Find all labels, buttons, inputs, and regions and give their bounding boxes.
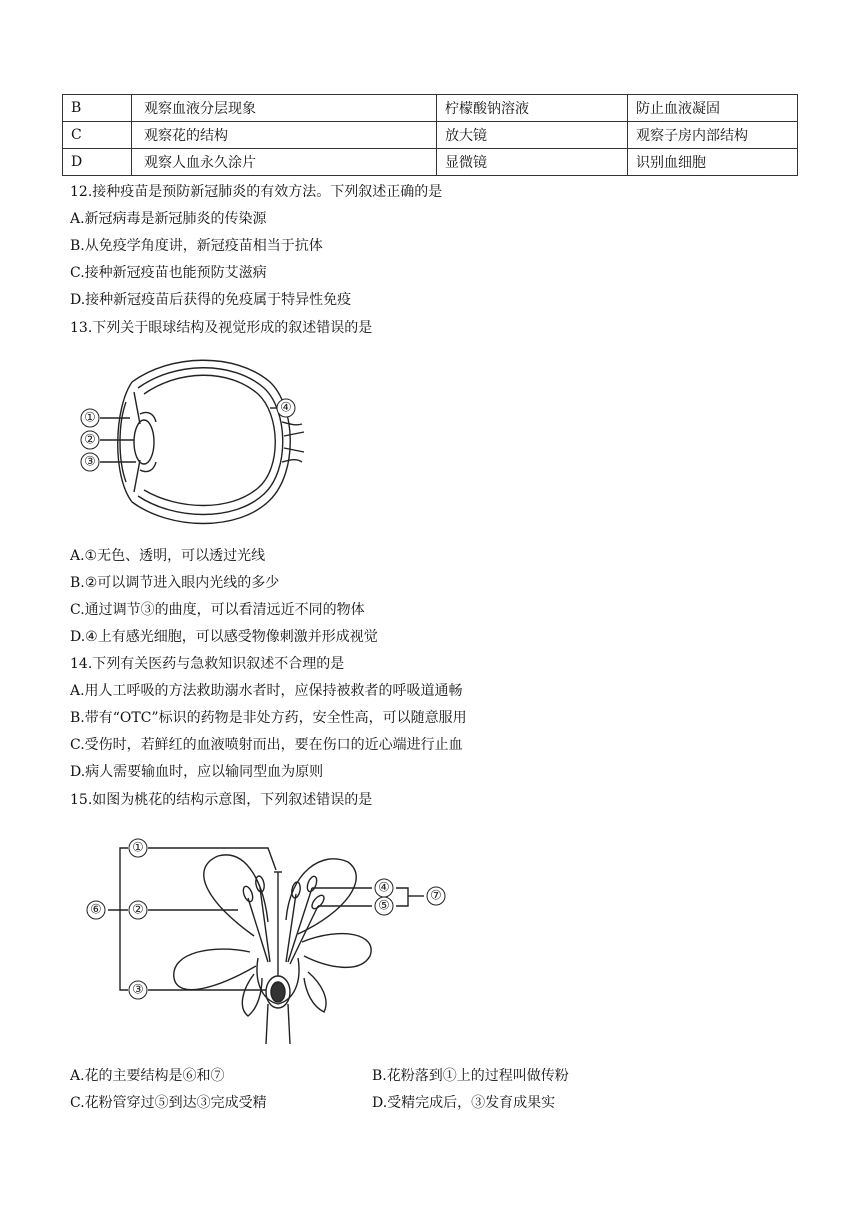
flower-label-1: ①: [132, 840, 144, 856]
flower-label-4: ④: [378, 880, 390, 896]
flower-label-3: ③: [132, 982, 144, 998]
question-13-option-b: B.②可以调节进入眼内光线的多少: [70, 575, 280, 591]
table-cell: 识别血细胞: [628, 149, 798, 176]
table-row: [63, 95, 798, 122]
eye-label-2: ②: [84, 432, 96, 448]
table-cell: 显微镜: [437, 149, 628, 176]
question-14-option-c: C.受伤时，若鲜红的血液喷射而出，要在伤口的近心端进行止血: [70, 737, 463, 753]
question-15-option-a: A.花的主要结构是⑥和⑦: [70, 1068, 225, 1084]
flower-label-7: ⑦: [430, 888, 442, 904]
table-cell: B: [63, 95, 132, 122]
question-13-option-a: A.①无色、透明，可以透过光线: [70, 548, 266, 564]
table-cell: 观察人血永久涂片: [132, 149, 437, 176]
question-13-stem: 13.下列关于眼球结构及视觉形成的叙述错误的是: [70, 320, 373, 336]
table-cell: 柠檬酸钠溶液: [437, 95, 628, 122]
eyeball-diagram: [70, 352, 310, 532]
table-cell: 放大镜: [437, 122, 628, 149]
table-row: [63, 122, 798, 149]
question-15-option-b: B.花粉落到①上的过程叫做传粉: [372, 1068, 569, 1084]
table-cell: 防止血液凝固: [628, 95, 798, 122]
eye-label-4: ④: [280, 400, 292, 416]
eye-label-3: ③: [84, 454, 96, 470]
question-14-option-a: A.用人工呼吸的方法救助溺水者时，应保持被救者的呼吸道通畅: [70, 683, 463, 699]
table-cell: 观察子房内部结构: [628, 122, 798, 149]
question-12-option-c: C.接种新冠疫苗也能预防艾滋病: [70, 265, 267, 281]
question-12-option-a: A.新冠病毒是新冠肺炎的传染源: [70, 211, 267, 227]
table-cell: 观察血液分层现象: [132, 95, 437, 122]
question-13-option-d: D.④上有感光细胞，可以感受物像刺激并形成视觉: [70, 629, 378, 645]
question-12-option-b: B.从免疫学角度讲，新冠疫苗相当于抗体: [70, 238, 323, 254]
question-14-option-b: B.带有“OTC”标识的药物是非处方药，安全性高，可以随意服用: [70, 710, 467, 726]
question-14-stem: 14.下列有关医药与急救知识叙述不合理的是: [70, 656, 345, 672]
flower-label-6: ⑥: [90, 902, 102, 918]
table-cell: 观察花的结构: [132, 122, 437, 149]
table-row: [63, 149, 798, 176]
peach-flower-diagram: [78, 832, 458, 1052]
question-15-options-row-1: [70, 1066, 730, 1086]
question-15-option-c: C.花粉管穿过⑤到达③完成受精: [70, 1095, 267, 1111]
question-14-option-d: D.病人需要输血时，应以输同型血为原则: [70, 764, 324, 780]
question-12-option-d: D.接种新冠疫苗后获得的免疫属于特异性免疫: [70, 292, 352, 308]
question-15-stem: 15.如图为桃花的结构示意图，下列叙述错误的是: [70, 792, 373, 808]
eye-label-1: ①: [84, 410, 96, 426]
flower-label-5: ⑤: [378, 898, 390, 914]
question-12-stem: 12.接种疫苗是预防新冠肺炎的有效方法。下列叙述正确的是: [70, 184, 443, 200]
flower-label-2: ②: [132, 902, 144, 918]
question-15-option-d: D.受精完成后，③发育成果实: [372, 1095, 556, 1111]
question-13-option-c: C.通过调节③的曲度，可以看清远近不同的物体: [70, 602, 365, 618]
table-cell: C: [63, 122, 132, 149]
experiment-table: [62, 94, 798, 176]
table-cell: D: [63, 149, 132, 176]
question-15-options-row-2: [70, 1093, 730, 1113]
